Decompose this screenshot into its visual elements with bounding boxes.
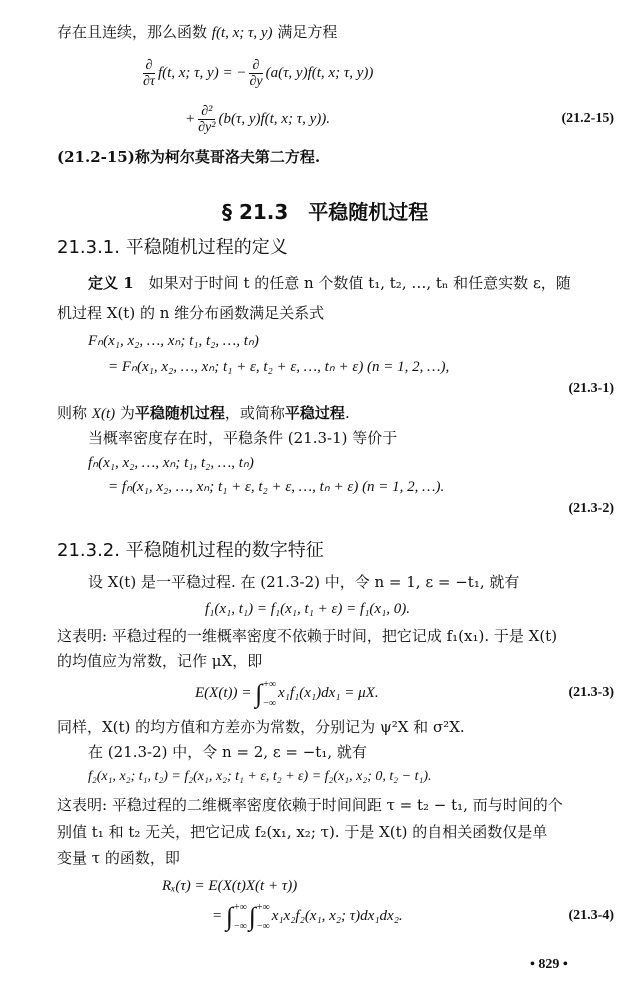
integral <box>255 679 276 709</box>
integral-sign: ∫ <box>255 678 263 708</box>
equation-kolmogorov-2: + $\frac{\text{∂²}}{\text{∂y²}}$ (b(τ, y)f(t, x; τ, y)). <box>185 104 330 136</box>
page-number: • 829 • <box>530 957 568 972</box>
equation-autocorrelation-2: = ∫ +∞ −∞ ∫ +∞ −∞ x₁x₂f₂(x₁, x₂; τ)dx₁dx₂. <box>212 901 403 932</box>
equation-autocorrelation-1: Rₓ(τ) = E(X(t)X(t + τ)) <box>162 878 298 894</box>
fraction: $\frac{\partial}{\partial y}$ <box>249 58 263 90</box>
paragraph-line: 这表明: 平稳过程的二维概率密度依赖于时间间距 τ = t₂ − t₁, 而与时间的个 <box>57 796 563 814</box>
definition-conclusion: 则称 X(t) 为平稳随机过程，或简称平稳过程. <box>57 404 350 422</box>
paragraph-line: 当概率密度存在时，平稳条件 (21.3-1) 等价于 <box>88 429 398 447</box>
equation-number: (21.3-1) <box>568 381 614 396</box>
equation-line: f₂(x₁, x₂; t₁, t₂) = f₂(x₁, x₂; t₁ + ε, t₂ + ε) = f₂(x₁, x₂; 0, t₂ − t₁). <box>88 769 432 784</box>
intro-line <box>57 22 337 43</box>
equation-line: fₙ(x₁, x₂, …, xₙ; t₁, t₂, …, tₙ) <box>88 455 254 471</box>
subsection-title-2: 21.3.2. 平稳随机过程的数字特征 <box>57 540 324 561</box>
term-stationary-process: 平稳过程 <box>284 404 345 422</box>
equation-number: (21.2-15) <box>561 111 614 126</box>
integral-limits: +∞ −∞ <box>234 901 247 932</box>
fraction: $\frac{\partial}{\partial\tau}$ <box>143 58 155 90</box>
paragraph-line: 变量 τ 的函数，即 <box>57 849 180 867</box>
fraction: $\frac{\text{∂²}}{\text{∂y²}}$ <box>198 104 216 136</box>
equation-line: = Fₙ(x₁, x₂, …, xₙ; t₁ + ε, t₂ + ε, …, tₙ + ε) (n = 1, 2, …), <box>108 359 450 375</box>
equation-kolmogorov-1: $\frac{\partial}{\partial\tau}$ f(t, x; τ, y) = − $\frac{\partial}{\partial y}$ (a(τ, y)f(t, x; τ, y)) <box>143 58 374 90</box>
intro-text: 存在且连续，那么函数 <box>57 23 212 41</box>
subsection-title-1: 21.3.1. 平稳随机过程的定义 <box>57 237 288 258</box>
equation-number: (21.3-3) <box>568 685 614 700</box>
definition-line-1: 定义 1 如果对于时间 t 的任意 n 个数值 t₁, t₂, …, tₙ 和任意实数 ε，随 <box>88 274 571 292</box>
integral-limits: +∞ −∞ <box>256 901 270 932</box>
definition-line-2: 机过程 X(t) 的 n 维分布函数满足关系式 <box>57 304 325 322</box>
equation-line: = fₙ(x₁, x₂, …, xₙ; t₁ + ε, t₂ + ε, …, tₙ + ε) (n = 1, 2, …). <box>108 479 445 495</box>
integral-sign: ∫ <box>248 901 256 931</box>
equation-number: (21.3-4) <box>568 908 614 923</box>
paragraph-line: 的均值应为常数，记作 μX，即 <box>57 652 263 670</box>
kolmogorov-naming: (21.2-15)称为柯尔莫哥洛夫第二方程. <box>57 148 321 166</box>
paragraph-line: 这表明: 平稳过程的一维概率密度不依赖于时间，把它记成 f₁(x₁). 于是 X(t) <box>57 627 558 645</box>
integral <box>226 902 247 932</box>
term-stationary-random-process: 平稳随机过程 <box>134 404 225 422</box>
paragraph-line: 在 (21.3-2) 中，令 n = 2, ε = −t₁, 就有 <box>88 743 367 761</box>
equation-line: f₁(x₁, t₁) = f₁(x₁, t₁ + ε) = f₁(x₁, 0). <box>205 601 411 617</box>
paragraph-line: 同样，X(t) 的均方值和方差亦为常数，分别记为 ψ²X 和 σ²X. <box>57 718 465 736</box>
equation-line: Fₙ(x₁, x₂, …, xₙ; t₁, t₂, …, tₙ) <box>88 333 259 349</box>
paragraph-line: 设 X(t) 是一平稳过程. 在 (21.3-2) 中，令 n = 1, ε = −t₁, 就有 <box>88 573 520 591</box>
integral-sign: ∫ <box>225 901 233 931</box>
definition-label: 定义 1 <box>88 274 134 292</box>
integral <box>249 902 270 932</box>
equation-number: (21.3-2) <box>568 501 614 516</box>
intro-math: f(t, x; τ, y) <box>211 25 273 41</box>
paragraph-line: 别值 t₁ 和 t₂ 无关，把它记成 f₂(x₁, x₂; τ). 于是 X(t) 的自相关函数仅是单 <box>57 823 548 841</box>
equation-mean: E(X(t)) = ∫ +∞ −∞ x₁f₁(x₁)dx₁ = μX. <box>195 678 379 709</box>
section-title: § 21.3 平稳随机过程 <box>222 200 429 224</box>
intro-end: 满足方程 <box>272 23 338 41</box>
integral-limits: +∞ −∞ <box>263 678 277 709</box>
